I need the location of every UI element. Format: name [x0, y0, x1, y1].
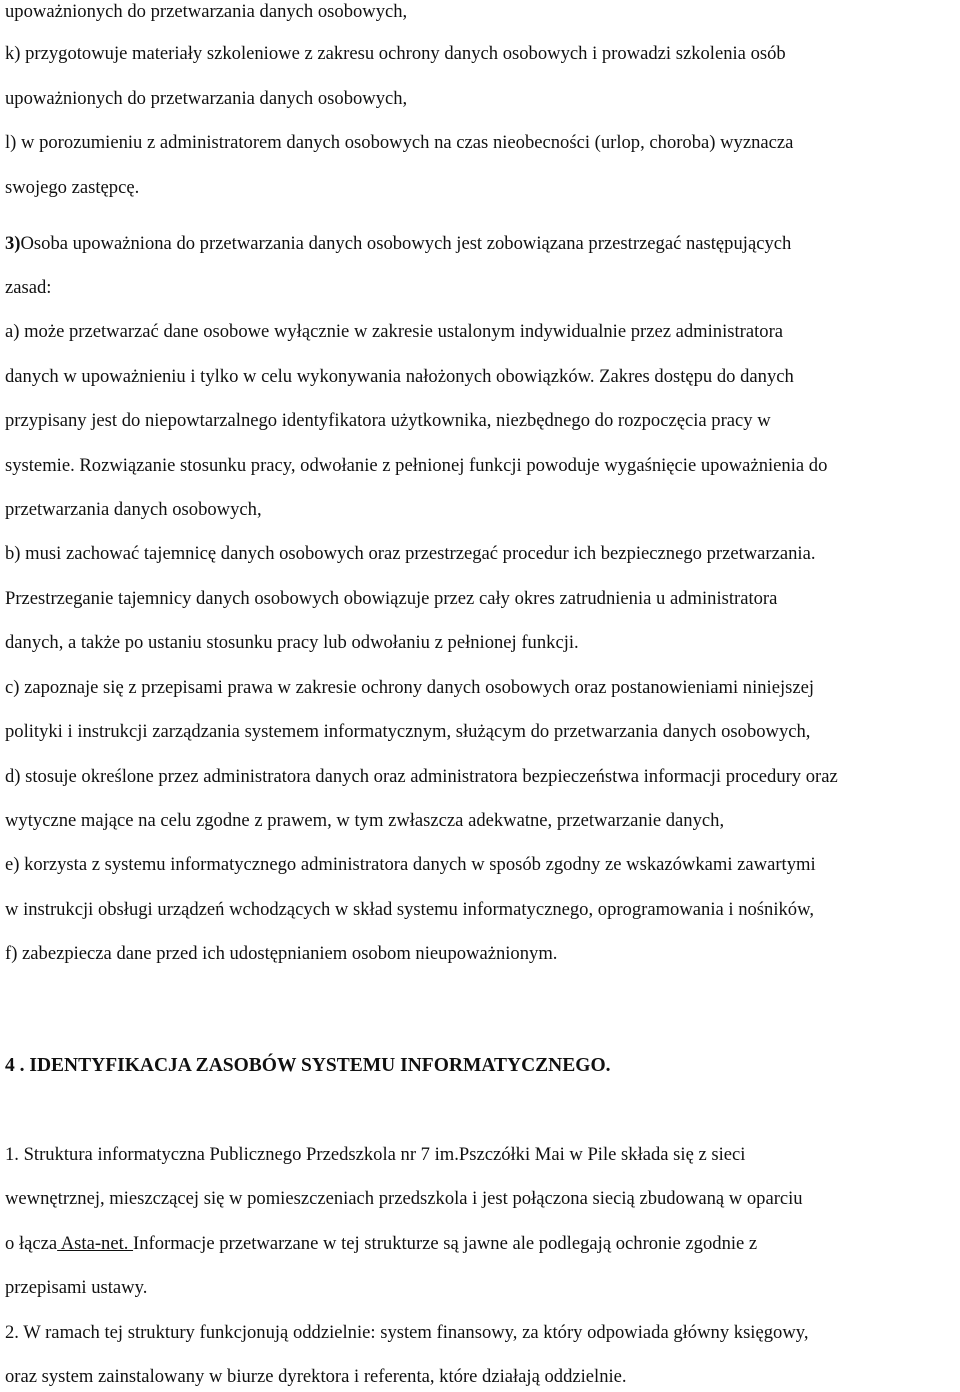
text-line: danych, a także po ustaniu stosunku pracy lub odwołaniu z pełnionej funkcji.	[5, 632, 579, 653]
text-line: przetwarzania danych osobowych,	[5, 499, 262, 520]
section-3-first-line	[5, 232, 791, 256]
text-line: b) musi zachować tajemnicę danych osobowych oraz przestrzegać procedur ich bezpiecznego przetwarzania.	[5, 543, 816, 564]
text-line: wewnętrznej, mieszczącej się w pomieszczeniach przedszkola i jest połączona siecią zbudowaną w oparciu	[5, 1188, 803, 1209]
text-line: danych w upoważnieniu i tylko w celu wykonywania nałożonych obowiązków. Zakres dostępu do danych	[5, 366, 794, 387]
text-line: a) może przetwarzać dane osobowe wyłącznie w zakresie ustalonym indywidualnie przez administratora	[5, 321, 784, 342]
text-line: systemie. Rozwiązanie stosunku pracy, odwołanie z pełnionej funkcji powoduje wygaśnięcie upoważnienia do	[5, 455, 828, 476]
text-line: c) zapoznaje się z przepisami prawa w zakresie ochrony danych osobowych oraz postanowieniami niniejszej	[5, 677, 815, 698]
text-line: wytyczne mające na celu zgodne z prawem, w tym zwłaszcza adekwatne, przetwarzanie danych,	[5, 810, 725, 831]
asta-net-link[interactable]: Asta-net.	[57, 1233, 134, 1254]
text-line: f) zabezpiecza dane przed ich udostępnianiem osobom nieupoważnionym.	[5, 943, 558, 964]
text-line: d) stosuje określone przez administratora danych oraz administratora bezpieczeństwa informacji procedury oraz	[5, 766, 838, 787]
text-fragment: o łącza	[5, 1233, 58, 1254]
text-line: k) przygotowuje materiały szkoleniowe z zakresu ochrony danych osobowych i prowadzi szkolenia osób	[5, 43, 786, 64]
text-fragment: Informacje przetwarzane w tej strukturze są jawne ale podlegają ochronie zgodnie z	[133, 1233, 758, 1254]
text-line: 1. Struktura informatyczna Publicznego Przedszkola nr 7 im.Pszczółki Mai w Pile składa się z sieci	[5, 1144, 746, 1165]
text-line: przypisany jest do niepowtarzalnego identyfikatora użytkownika, niezbędnego do rozpoczęcia pracy w	[5, 410, 771, 431]
section-heading: 4 . IDENTYFIKACJA ZASOBÓW SYSTEMU INFORMATYCZNEGO.	[5, 1055, 611, 1076]
text-line: Przestrzeganie tajemnicy danych osobowych obowiązuje przez cały okres zatrudnienia u administratora	[5, 588, 778, 609]
text-line: polityki i instrukcji zarządzania systemem informatycznym, służącym do przetwarzania danych osobowych,	[5, 721, 811, 742]
text-line: l) w porozumieniu z administratorem danych osobowych na czas nieobecności (urlop, choroba) wyznacza	[5, 132, 794, 153]
text-line: zasad:	[5, 277, 52, 298]
text-line: 2. W ramach tej struktury funkcjonują oddzielnie: system finansowy, za który odpowiada główny księgowy,	[5, 1322, 809, 1343]
text-line: oraz system zainstalowany w biurze dyrektora i referenta, które działają oddzielnie.	[5, 1366, 627, 1387]
text-line: w instrukcji obsługi urządzeń wchodzących w skład systemu informatycznego, oprogramowania i nośników,	[5, 899, 814, 920]
text-line: swojego zastępcę.	[5, 177, 140, 198]
text-line: upoważnionych do przetwarzania danych osobowych,	[5, 88, 408, 109]
section-number: 3)	[5, 233, 21, 254]
text-line-with-link	[5, 1232, 757, 1256]
section-text: Osoba upoważniona do przetwarzania danych osobowych jest zobowiązana przestrzegać następujących	[20, 233, 792, 254]
text-line: e) korzysta z systemu informatycznego administratora danych w sposób zgodny ze wskazówkami zawartymi	[5, 854, 816, 875]
text-line: przepisami ustawy.	[5, 1277, 148, 1298]
text-line: upoważnionych do przetwarzania danych osobowych,	[5, 1, 408, 22]
